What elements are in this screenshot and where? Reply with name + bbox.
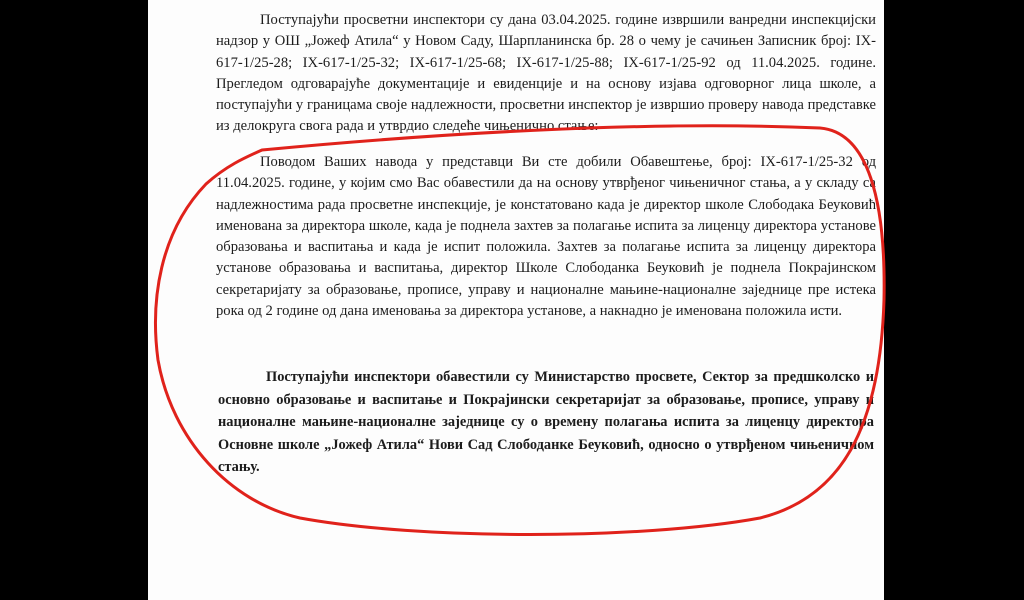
paragraph-inspection-summary: Поступајући просветни инспектори су дана 03.04.2025. године извршили ванредни инспекцијски надзор у ОШ „Јожеф Атила“ у Новом Саду, Шарпланинска бр. 28 о чему је сачињен Записник број: IX-617-1/25-28; IX-617-1/25-32; IX-617-1/25-68; IX-617-1/25-88; IX-617-1/25-92 од 11.04.2025. године. Прегледом одговарајуће документације и евиденције и на основу изјава одговорног лица школе, а поступајући у границама своје надлежности, просветни инспектор је извршио проверу навода представке из делокруга свога рада и утврдио следеће чињенично стање:: [216, 12, 876, 135]
document-page: [148, 0, 884, 600]
paragraph-bold-conclusion: Поступајући инспектори обавестили су Министарство просвете, Сектор за предшколско и основно образовање и васпитање и Покрајински секретаријат за образовање, прописе, управу и националне мањине-националне заједнице су о времену полагања испита за лиценцу директора Основне школе „Јожеф Атила“ Нови Сад Слободанке Беуковић, односно о утврђеном чињеничном стању.: [218, 369, 874, 475]
paragraph-notice-details: Поводом Ваших навода у представци Ви сте добили Обавештење, број: IX-617-1/25-32 од 11.04.2025. године, у којим смо Вас обавестили да на основу утврђеног чињеничног стања, а у складу са надлежностима рада просветне инспекције, је констатовано када је директор школе Слободака Беуковић именована за директора школе, када је поднела захтев за полагање испита за лиценцу директора установе образовања и васпитања и када је испит положила. Захтев за полагање испита за лиценцу директора установе образовања и васпитања, директор Школе Слободанка Беуковић је поднела Покрајинском секретаријату за образовање, прописе, управу и националне мањине-националне заједнице пре истека рока од 2 године од дана именовања за директора установе, а накнадно је именована положила исти.: [216, 154, 876, 320]
